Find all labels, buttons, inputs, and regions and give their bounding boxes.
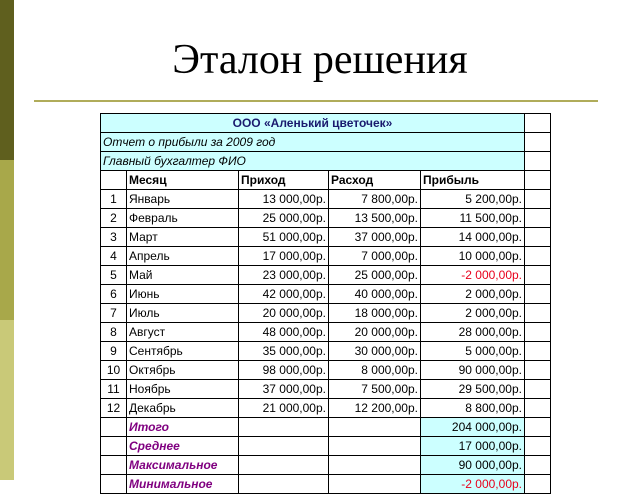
empty-cell[interactable] [101,456,127,475]
expense-cell[interactable]: 8 000,00р. [329,361,421,380]
empty-cell[interactable] [239,418,329,437]
empty-cell[interactable] [525,475,551,494]
income-cell[interactable]: 42 000,00р. [239,285,329,304]
empty-cell[interactable] [525,209,551,228]
empty-cell[interactable] [525,228,551,247]
month-cell[interactable]: Июль [127,304,239,323]
summary-row [101,456,551,475]
table-row [101,285,551,304]
accountant-name[interactable]: Главный бухгалтер ФИО [101,152,525,171]
summary-label[interactable]: Минимальное [127,475,239,494]
empty-cell[interactable] [525,323,551,342]
month-cell[interactable]: Август [127,323,239,342]
summary-value[interactable]: 204 000,00р. [421,418,525,437]
empty-cell[interactable] [239,456,329,475]
row-number[interactable]: 11 [101,380,127,399]
row-number[interactable]: 9 [101,342,127,361]
empty-cell[interactable] [525,456,551,475]
expense-cell[interactable]: 20 000,00р. [329,323,421,342]
profit-cell[interactable]: 28 000,00р. [421,323,525,342]
empty-cell[interactable] [525,418,551,437]
income-cell[interactable]: 51 000,00р. [239,228,329,247]
empty-cell[interactable] [525,304,551,323]
company-row [101,114,551,133]
table-row [101,342,551,361]
profit-cell[interactable]: -2 000,00р. [421,266,525,285]
empty-cell[interactable] [101,475,127,494]
month-cell[interactable]: Май [127,266,239,285]
row-number[interactable]: 1 [101,190,127,209]
expense-cell[interactable]: 13 500,00р. [329,209,421,228]
profit-cell[interactable]: 2 000,00р. [421,304,525,323]
empty-cell[interactable] [101,418,127,437]
profit-cell[interactable]: 11 500,00р. [421,209,525,228]
table-row [101,304,551,323]
report-row [101,133,551,152]
profit-cell[interactable]: 14 000,00р. [421,228,525,247]
empty-cell[interactable] [525,361,551,380]
month-cell[interactable]: Январь [127,190,239,209]
empty-cell[interactable] [525,399,551,418]
spreadsheet-table [100,113,551,494]
empty-cell[interactable] [525,266,551,285]
empty-cell[interactable] [525,190,551,209]
profit-cell[interactable]: 29 500,00р. [421,380,525,399]
summary-value[interactable]: 17 000,00р. [421,437,525,456]
income-cell[interactable]: 20 000,00р. [239,304,329,323]
summary-value[interactable]: 90 000,00р. [421,456,525,475]
income-cell[interactable]: 37 000,00р. [239,380,329,399]
empty-cell[interactable] [525,114,551,133]
summary-row [101,475,551,494]
empty-cell[interactable] [329,418,421,437]
income-cell[interactable]: 48 000,00р. [239,323,329,342]
title-divider [34,100,598,102]
empty-cell[interactable] [525,152,551,171]
expense-cell[interactable]: 25 000,00р. [329,266,421,285]
expense-header[interactable]: Расход [329,171,421,190]
month-cell[interactable]: Март [127,228,239,247]
income-cell[interactable]: 25 000,00р. [239,209,329,228]
table-row [101,399,551,418]
expense-cell[interactable]: 30 000,00р. [329,342,421,361]
income-cell[interactable]: 35 000,00р. [239,342,329,361]
income-cell[interactable]: 23 000,00р. [239,266,329,285]
expense-cell[interactable]: 37 000,00р. [329,228,421,247]
month-cell[interactable]: Сентябрь [127,342,239,361]
month-cell[interactable]: Апрель [127,247,239,266]
empty-cell[interactable] [329,475,421,494]
header-row [101,171,551,190]
company-name[interactable]: ООО «Аленький цветочек» [101,114,525,133]
empty-cell[interactable] [525,380,551,399]
row-number[interactable]: 3 [101,228,127,247]
slide-title: Эталон решения [172,37,468,83]
summary-value[interactable]: -2 000,00р. [421,475,525,494]
profit-header[interactable]: Прибыль [421,171,525,190]
expense-cell[interactable]: 7 000,00р. [329,247,421,266]
month-header[interactable]: Месяц [127,171,239,190]
profit-cell[interactable]: 5 200,00р. [421,190,525,209]
expense-cell[interactable]: 7 800,00р. [329,190,421,209]
income-header[interactable]: Приход [239,171,329,190]
income-cell[interactable]: 98 000,00р. [239,361,329,380]
accent-bar-pale [0,320,14,480]
row-number[interactable]: 10 [101,361,127,380]
income-cell[interactable]: 21 000,00р. [239,399,329,418]
table-row [101,266,551,285]
row-number[interactable]: 4 [101,247,127,266]
empty-cell[interactable] [525,247,551,266]
empty-cell[interactable] [101,437,127,456]
table-row [101,247,551,266]
empty-cell[interactable] [525,133,551,152]
summary-label[interactable]: Среднее [127,437,239,456]
empty-cell[interactable] [525,285,551,304]
profit-cell[interactable]: 90 000,00р. [421,361,525,380]
table-row [101,209,551,228]
income-cell[interactable]: 17 000,00р. [239,247,329,266]
expense-cell[interactable]: 40 000,00р. [329,285,421,304]
month-cell[interactable]: Декабрь [127,399,239,418]
table-row [101,380,551,399]
summary-row [101,418,551,437]
month-cell[interactable]: Февраль [127,209,239,228]
empty-cell[interactable] [525,171,551,190]
table-row [101,190,551,209]
summary-label[interactable]: Итого [127,418,239,437]
empty-cell[interactable] [239,475,329,494]
expense-cell[interactable]: 7 500,00р. [329,380,421,399]
expense-cell[interactable]: 12 200,00р. [329,399,421,418]
profit-cell[interactable]: 5 000,00р. [421,342,525,361]
row-number[interactable]: 7 [101,304,127,323]
accountant-row [101,152,551,171]
accent-bar-light [0,160,14,320]
profit-cell[interactable]: 10 000,00р. [421,247,525,266]
profit-cell[interactable]: 2 000,00р. [421,285,525,304]
empty-cell[interactable] [525,342,551,361]
month-cell[interactable]: Ноябрь [127,380,239,399]
row-number[interactable]: 8 [101,323,127,342]
table-row [101,228,551,247]
month-cell[interactable]: Июнь [127,285,239,304]
income-cell[interactable]: 13 000,00р. [239,190,329,209]
table-row [101,361,551,380]
month-cell[interactable]: Октябрь [127,361,239,380]
index-header-cell[interactable] [101,171,127,190]
report-title[interactable]: Отчет о прибыли за 2009 год [101,133,525,152]
empty-cell[interactable] [525,437,551,456]
expense-cell[interactable]: 18 000,00р. [329,304,421,323]
profit-cell[interactable]: 8 800,00р. [421,399,525,418]
row-number[interactable]: 12 [101,399,127,418]
summary-label[interactable]: Максимальное [127,456,239,475]
empty-cell[interactable] [329,437,421,456]
empty-cell[interactable] [239,437,329,456]
row-number[interactable]: 5 [101,266,127,285]
summary-row [101,437,551,456]
row-number[interactable]: 6 [101,285,127,304]
row-number[interactable]: 2 [101,209,127,228]
empty-cell[interactable] [329,456,421,475]
table-row [101,323,551,342]
